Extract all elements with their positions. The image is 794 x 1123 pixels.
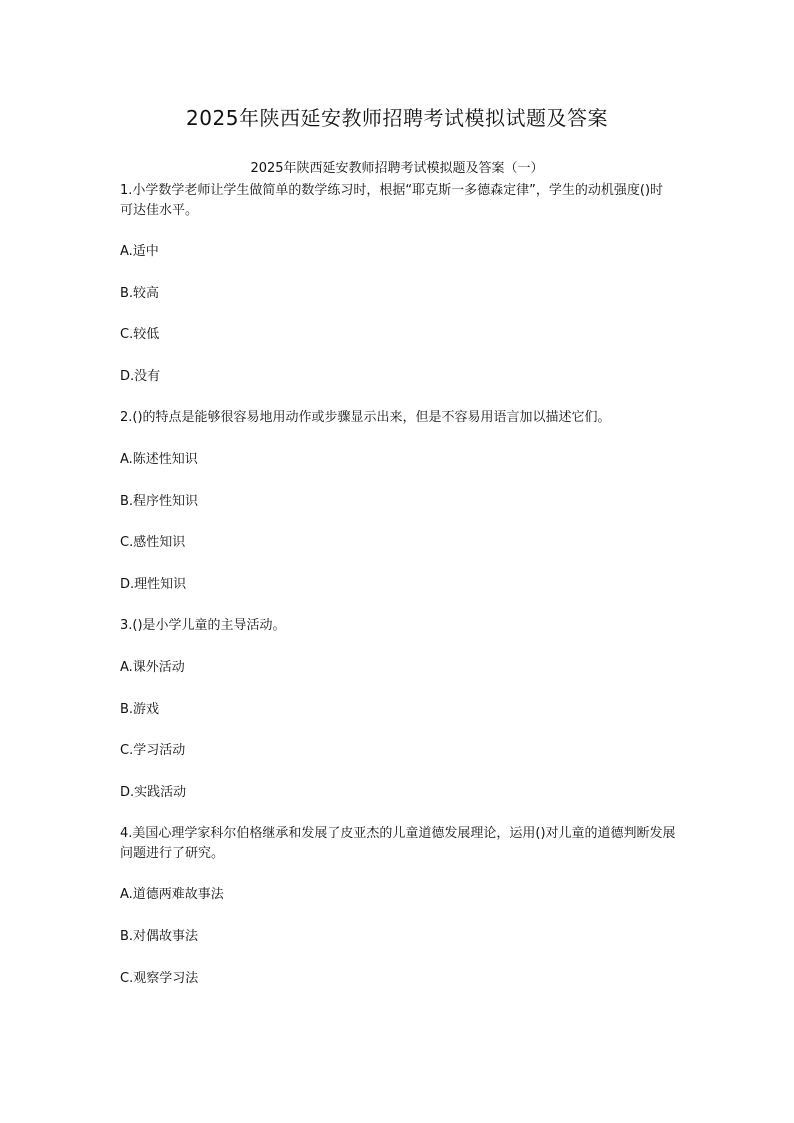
- question-2-option-a: A.陈述性知识: [120, 451, 198, 467]
- question-2-option-b: B.程序性知识: [120, 493, 199, 509]
- question-1-text: 1.小学数学老师让学生做简单的数学练习时，根据“耶克斯一多德森定律”，学生的动机强度()时可达佳水平。: [120, 183, 664, 218]
- question-1-option-b: B.较高: [120, 285, 160, 301]
- document-title: 2025年陕西延安教师招聘考试模拟试题及答案: [186, 106, 608, 130]
- question-4-option-b: B.对偶故事法: [120, 928, 199, 944]
- question-3-option-b: B.游戏: [120, 701, 160, 717]
- question-3-option-c: C.学习活动: [120, 743, 186, 759]
- question-2-text: 2.()的特点是能够很容易地用动作或步骤显示出来，但是不容易用语言加以描述它们。: [120, 410, 611, 426]
- question-4-text: 4.美国心理学家科尔伯格继承和发展了皮亚杰的儿童道德发展理论，运用()对儿童的道德判断发展问题进行了研究。: [120, 826, 676, 862]
- question-1-option-d: D.没有: [120, 368, 161, 384]
- section-title: 2025年陕西延安教师招聘考试模拟题及答案（一）: [250, 161, 544, 176]
- question-4-option-c: C.观察学习法: [120, 970, 199, 986]
- question-2-option-c: C.感性知识: [120, 535, 186, 551]
- question-2-option-d: D.理性知识: [120, 576, 187, 592]
- question-1-option-c: C.较低: [120, 327, 160, 343]
- question-list: [120, 181, 676, 989]
- question-3-text: 3.()是小学儿童的主导活动。: [120, 618, 286, 634]
- question-3-option-a: A.课外活动: [120, 659, 185, 675]
- question-3-option-d: D.实践活动: [120, 784, 187, 800]
- question-4-option-a: A.道德两难故事法: [120, 887, 224, 903]
- question-1-option-a: A.适中: [120, 244, 159, 259]
